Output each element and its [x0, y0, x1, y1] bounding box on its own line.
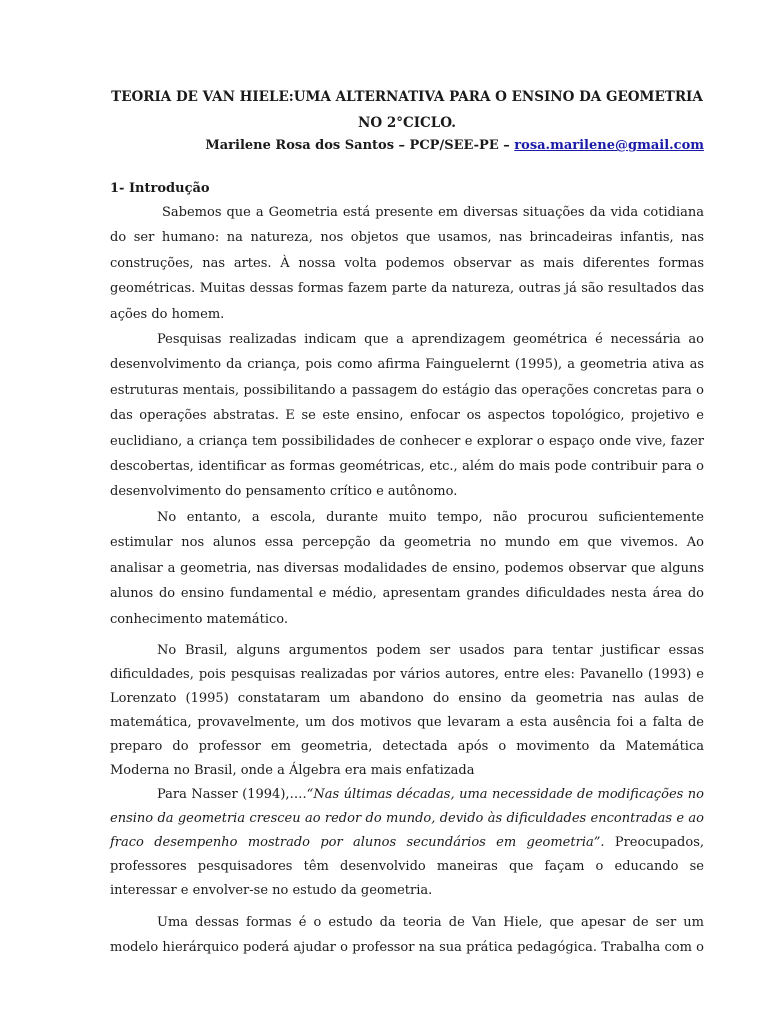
document-title-line-1: TEORIA DE VAN HIELE:UMA ALTERNATIVA PARA O ENSINO DA GEOMETRIA: [111, 89, 703, 105]
author-email-link[interactable]: rosa.marilene@gmail.com: [514, 138, 704, 153]
paragraph-1: Sabemos que a Geometria está presente em diversas situações da vida cotidiana do ser humano: na natureza, nos objetos que usamos, nas brincadeiras infantis, nas construções, nas artes. À nossa volta podemos observar as mais diferentes formas geométricas. Muitas dessas formas fazem parte da natureza, outras já são resultados das ações do homem.: [110, 205, 704, 322]
section-heading: 1- Introdução: [110, 181, 210, 196]
paragraph-5-tail: Preocupados, professores pesquisadores têm desenvolvido maneiras que façam o educando se interessar e envolver-se no estudo da geometria.: [110, 834, 705, 898]
author-name: Marilene Rosa dos Santos – PCP/SEE-PE –: [205, 138, 510, 153]
nasser-quote: “Nas últimas décadas, uma necessidade de modificações no ensino da geometria cresceu ao redor do mundo, devido às dificuldades encontradas e ao fraco desempenho mostrado por alunos secundários em geometria”.: [110, 786, 704, 850]
paragraph-4: No Brasil, alguns argumentos podem ser usados para tentar justificar essas dificuldades, pois pesquisas realizadas por vários autores, entre eles: Pavanello (1993) e Lorenzato (1995) constataram um abandono do ensino da geometria nas aulas de matemática, provavelmente, um dos motivos que levaram a esta ausência foi a falta de preparo do professor em geometria, detectada após o movimento da Matemática Moderna no Brasil, onde a Álgebra era mais enfatizada: [110, 642, 704, 778]
paragraph-3: No entanto, a escola, durante muito tempo, não procurou suficientemente estimular nos alunos essa percepção da geometria no mundo em que vivemos. Ao analisar a geometria, nas diversas modalidades de ensino, podemos observar que alguns alunos do ensino fundamental e médio, apresentam grandes dificuldades nesta área do conhecimento matemático.: [110, 509, 704, 627]
page-content: [110, 84, 704, 961]
paragraph-2: Pesquisas realizadas indicam que a aprendizagem geométrica é necessária ao desenvolvimento da criança, pois como afirma Fainguelernt (1995), a geometria ativa as estruturas mentais, possibilitando a passagem do estágio das operações concretas para o das operações abstratas. E se este ensino, enfocar os aspectos topológico, projetivo e euclidiano, a criança tem possibilidades de conhecer e explorar o espaço onde vive, fazer descobertas, identificar as formas geométricas, etc., além do mais pode contribuir para o desenvolvimento do pensamento crítico e autônomo.: [110, 332, 704, 500]
paragraph-6: Uma dessas formas é o estudo da teoria de Van Hiele, que apesar de ser um modelo hierárquico poderá ajudar o professor na sua prática pedagógica. Trabalha com o: [110, 914, 704, 956]
author-line: [110, 136, 704, 156]
document-title-line-2: NO 2°CICLO.: [358, 115, 456, 131]
paragraph-5-lead: Para Nasser (1994),….: [157, 786, 307, 802]
paragraph-5: [110, 783, 704, 903]
